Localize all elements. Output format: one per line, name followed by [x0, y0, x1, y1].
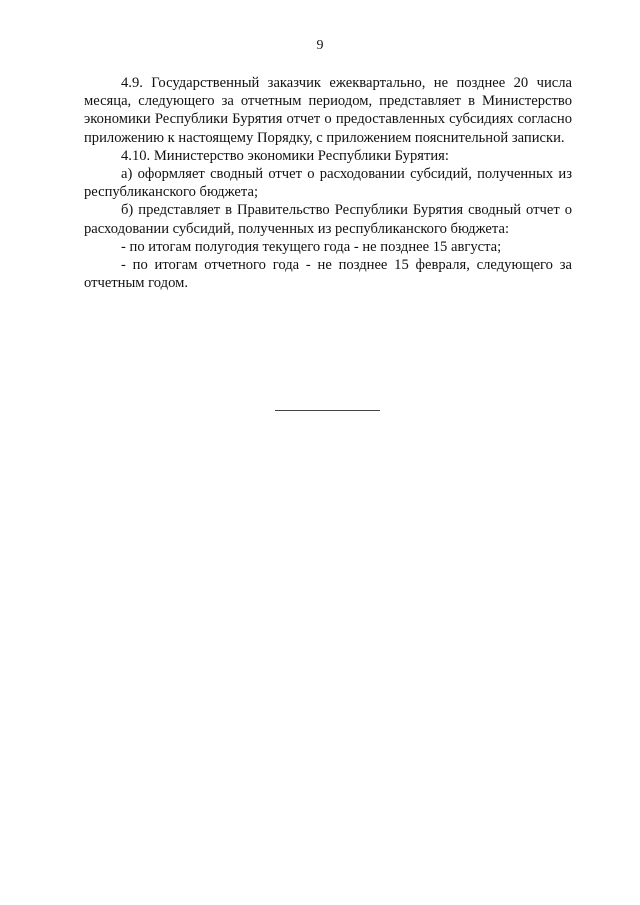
document-body	[84, 74, 572, 292]
closing-rule-divider	[275, 410, 380, 411]
paragraph-4-10: 4.10. Министерство экономики Республики Бурятия:	[121, 147, 449, 164]
paragraph-half-year-deadline: - по итогам полугодия текущего года - не позднее 15 августа;	[121, 238, 502, 255]
paragraph-annual-deadline: - по итогам отчетного года - не позднее 15 февраля, следующего за отчетным годом.	[84, 257, 572, 292]
paragraph-item-b: б) представляет в Правительство Республики Бурятия сводный отчет о расходовании субсидий, полученных из республиканского бюджета:	[84, 202, 572, 237]
paragraph-4-9: 4.9. Государственный заказчик ежеквартально, не позднее 20 числа месяца, следующего за отчетным периодом, представляет в Министерство экономики Республики Бурятия отчет о предоставленных субсидиях согласно приложению к настоящему Порядку, с приложением пояснительной записки.	[84, 75, 572, 146]
paragraph-item-a: а) оформляет сводный отчет о расходовании субсидий, полученных из республиканского бюджета;	[84, 166, 572, 201]
page-number: 9	[316, 38, 324, 53]
